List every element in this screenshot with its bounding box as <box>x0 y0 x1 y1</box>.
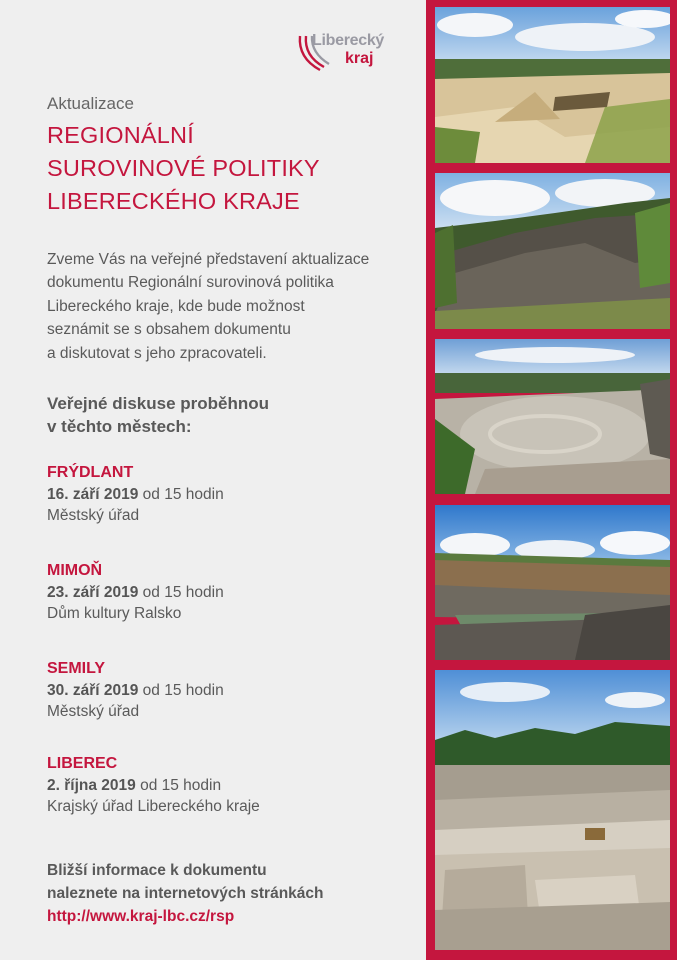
event-city: FRÝDLANT <box>47 464 134 481</box>
event-datetime <box>47 680 407 701</box>
intro-paragraph <box>47 248 407 365</box>
intro-line: Zveme Vás na veřejné představení aktualizace <box>47 251 370 268</box>
open-pit-quarry-photo <box>435 339 670 494</box>
rocky-quarry-wall-photo <box>435 173 670 329</box>
sand-quarry-photo <box>435 7 670 163</box>
event-venue: Městský úřad <box>47 507 140 524</box>
heading-line: v těchto městech: <box>47 417 192 436</box>
event-mimon <box>47 560 407 624</box>
discussions-heading <box>47 392 407 438</box>
event-date: 2. října 2019 <box>47 777 136 794</box>
intro-line: Libereckého kraje, kde bude možnost <box>47 297 305 315</box>
more-info-line: Bližší informace k dokumentu <box>47 862 267 879</box>
event-venue: Krajský úřad Libereckého kraje <box>47 798 260 815</box>
event-city: MIMOŇ <box>47 562 103 579</box>
logo-wordmark: Liberecký <box>312 32 385 49</box>
event-datetime <box>47 582 407 603</box>
granite-quarry-photo <box>435 670 670 950</box>
event-datetime <box>47 775 407 796</box>
title-line: SUROVINOVÉ POLITIKY <box>47 155 320 181</box>
event-date: 23. září 2019 <box>47 584 139 601</box>
event-venue: Městský úřad <box>47 703 140 720</box>
event-frydlant <box>47 462 407 526</box>
heading-line: Veřejné diskuse proběhnou <box>47 394 270 413</box>
page-title <box>47 119 407 218</box>
more-info <box>47 859 417 928</box>
event-semily <box>47 658 407 722</box>
liberecky-kraj-logo[interactable] <box>296 32 396 74</box>
event-time: od 15 hodin <box>140 777 222 794</box>
event-liberec <box>47 753 407 817</box>
intro-line: seznámit se s obsahem dokumentu <box>47 321 291 339</box>
event-date: 30. září 2019 <box>47 682 139 699</box>
event-time: od 15 hodin <box>142 584 224 601</box>
event-city: SEMILY <box>47 660 106 677</box>
title-line: REGIONÁLNÍ <box>47 122 194 148</box>
event-date: 16. září 2019 <box>47 486 139 503</box>
title-line: LIBERECKÉHO KRAJE <box>47 188 300 214</box>
website-link[interactable]: http://www.kraj-lbc.cz/rsp <box>47 908 235 925</box>
event-city: LIBEREC <box>47 755 118 772</box>
eyebrow-label: Aktualizace <box>47 94 134 113</box>
event-venue: Dům kultury Ralsko <box>47 605 182 622</box>
more-info-line: naleznete na internetových stránkách <box>47 885 324 902</box>
intro-line: dokumentu Regionální surovinová politika <box>47 274 334 292</box>
event-datetime <box>47 484 407 505</box>
event-time: od 15 hodin <box>142 682 224 699</box>
event-time: od 15 hodin <box>142 486 224 503</box>
intro-line: a diskutovat s jeho zpracovateli. <box>47 344 267 362</box>
logo-wordmark-kraj: kraj <box>345 50 374 67</box>
quarry-lake-photo <box>435 505 670 660</box>
